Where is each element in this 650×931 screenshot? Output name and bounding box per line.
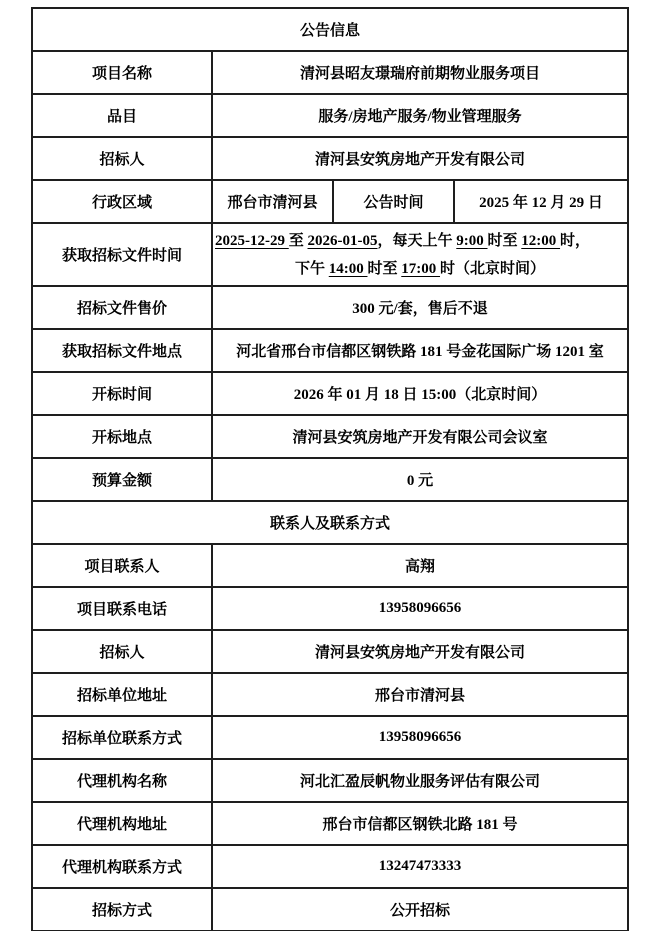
table-row [32,329,628,372]
row-label: 招标单位地址 [32,673,212,716]
table-row [32,94,628,137]
table-row [32,587,628,630]
underlined-text: 12:00 [521,233,561,249]
row-value: 清河县昭友璟瑞府前期物业服务项目 [212,51,628,94]
row-value: 邢台市信都区钢铁北路 181 号 [212,802,628,845]
row-label: 招标方式 [32,888,212,931]
value-line [213,255,627,283]
value-line [213,227,627,255]
row-label: 项目名称 [32,51,212,94]
text-segment: 至 [288,233,308,249]
table-row [32,845,628,888]
text-segment: 下午 [294,261,329,277]
text-segment: 时， [560,233,591,249]
section-header: 公告信息 [32,8,628,51]
row-label: 代理机构地址 [32,802,212,845]
row-label: 招标单位联系方式 [32,716,212,759]
row-label: 获取招标文件时间 [32,223,212,286]
table-row [32,180,628,223]
table-row [32,888,628,931]
text-segment: 时至 [487,233,522,249]
table-row [32,415,628,458]
table-row [32,759,628,802]
table-row [32,372,628,415]
underlined-text: 2025-12-29 [215,233,289,249]
table-row [32,802,628,845]
row-value: 公开招标 [212,888,628,931]
section-header: 联系人及联系方式 [32,501,628,544]
row-value: 高翔 [212,544,628,587]
row-label: 获取招标文件地点 [32,329,212,372]
row-value: 13247473333 [212,845,628,888]
row-value: 河北汇盈辰帆物业服务评估有限公司 [212,759,628,802]
row-value: 邢台市清河县 [212,673,628,716]
text-segment: 时（北京时间） [440,261,546,277]
row-value: 13958096656 [212,587,628,630]
row-value: 清河县安筑房地产开发有限公司 [212,630,628,673]
table-row [32,716,628,759]
row-value [212,223,628,286]
text-segment: 时至 [367,261,402,277]
table-row [32,630,628,673]
row-value: 13958096656 [212,716,628,759]
row-value: 2025 年 12 月 29 日 [454,180,628,223]
underlined-text: 17:00 [401,261,441,277]
row-value: 0 元 [212,458,628,501]
underlined-text: 9:00 [456,233,488,249]
table-row [32,544,628,587]
underlined-text: 14:00 [328,261,368,277]
table-row [32,51,628,94]
row-label: 项目联系人 [32,544,212,587]
row-value: 2026 年 01 月 18 日 15:00（北京时间） [212,372,628,415]
row-label: 招标人 [32,137,212,180]
table-row [32,673,628,716]
row-value: 清河县安筑房地产开发有限公司会议室 [212,415,628,458]
row-value: 300 元/套，售后不退 [212,286,628,329]
table-row [32,458,628,501]
text-segment: ，每天上午 [377,233,457,249]
row-value: 清河县安筑房地产开发有限公司 [212,137,628,180]
row-value: 河北省邢台市信都区钢铁路 181 号金花国际广场 1201 室 [212,329,628,372]
table-row [32,223,628,286]
row-label: 预算金额 [32,458,212,501]
row-label: 开标地点 [32,415,212,458]
table-row [32,286,628,329]
underlined-text: 2026-01-05 [307,233,378,249]
row-label: 代理机构名称 [32,759,212,802]
row-value: 邢台市清河县 [212,180,333,223]
row-label: 品目 [32,94,212,137]
table-row [32,8,628,51]
row-label: 代理机构联系方式 [32,845,212,888]
row-label: 招标文件售价 [32,286,212,329]
row-label: 公告时间 [333,180,454,223]
table-body [32,8,628,931]
row-label: 开标时间 [32,372,212,415]
row-label: 项目联系电话 [32,587,212,630]
row-label: 招标人 [32,630,212,673]
table-row [32,501,628,544]
table-row [32,137,628,180]
row-label: 行政区域 [32,180,212,223]
row-value: 服务/房地产服务/物业管理服务 [212,94,628,137]
announcement-table [31,7,629,931]
